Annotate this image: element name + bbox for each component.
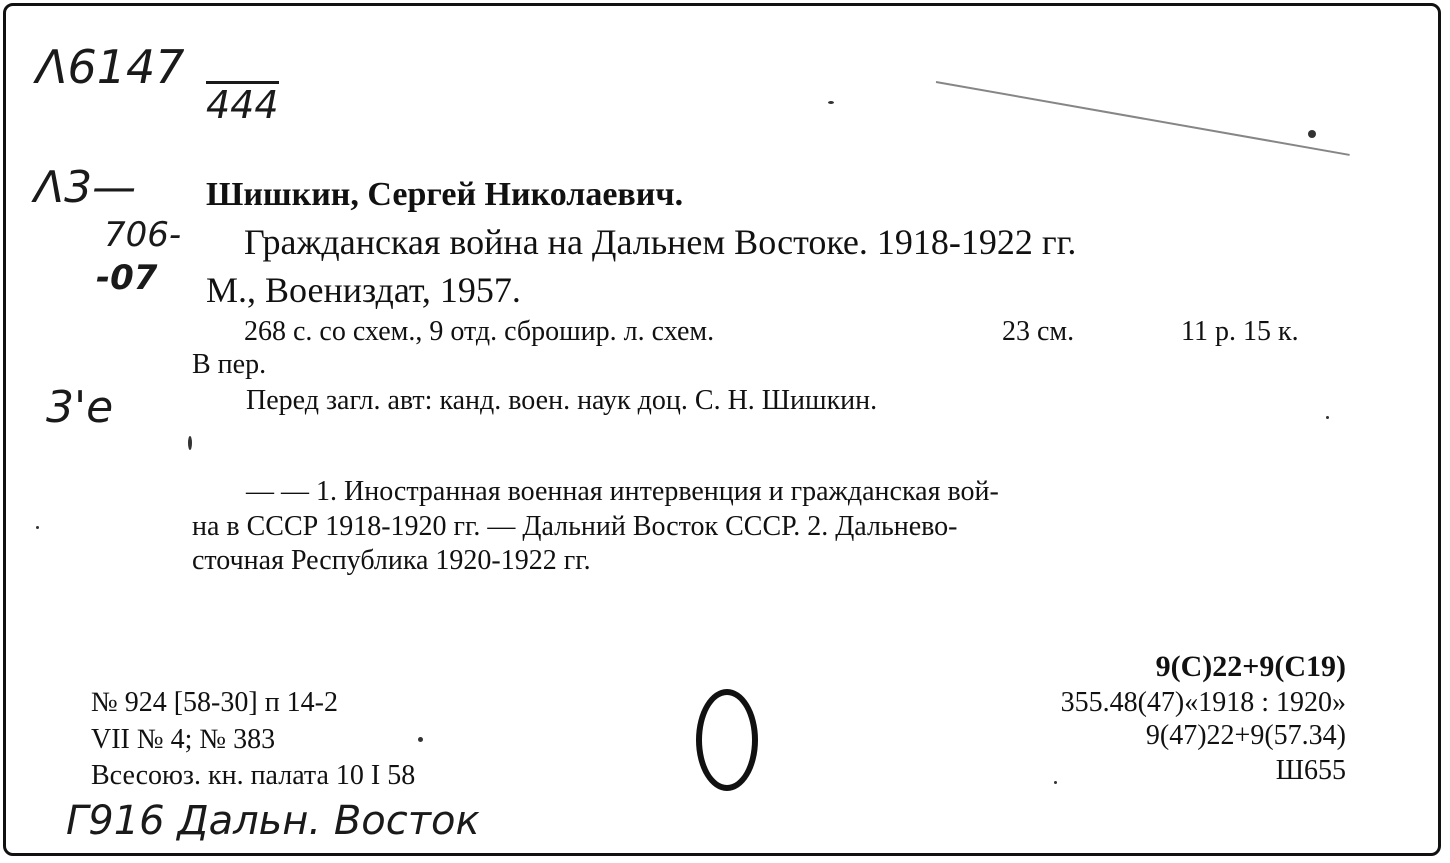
ink-speck — [188, 436, 192, 450]
handwritten-shelf-mark-sub: 444 — [206, 83, 279, 127]
footer-series: VII № 4; № 383 — [91, 724, 276, 755]
footer-chamber: Всесоюз. кн. палата 10 I 58 — [91, 760, 416, 791]
author-note: Перед загл. авт: канд. воен. наук доц. С. Н. Шишкин. — [246, 385, 878, 416]
subjects-line-3: сточная Республика 1920-1922 гг. — [192, 545, 591, 576]
binding: В пер. — [192, 349, 267, 380]
subjects-line-2: на в СССР 1918-1920 гг. — Дальний Восток СССР. 2. Дальнево- — [192, 511, 958, 542]
author-mark: Ш655 — [1275, 755, 1346, 786]
ink-speck — [36, 526, 39, 529]
ink-speck — [1326, 416, 1329, 419]
catalog-card — [3, 3, 1441, 856]
classification-code-1: 9(С)22+9(С19) — [1155, 650, 1346, 683]
book-title: Гражданская война на Дальнем Востоке. 1918-1922 гг. — [244, 222, 1077, 262]
ink-speck — [418, 737, 423, 742]
price: 11 р. 15 к. — [1181, 316, 1299, 347]
imprint: М., Воениздат, 1957. — [206, 270, 521, 310]
handwritten-code-2: 706- — [104, 215, 182, 255]
ink-speck — [1308, 130, 1316, 138]
classification-code-2: 355.48(47)«1918 : 1920» — [1060, 687, 1346, 718]
physical-description: 268 с. со схем., 9 отд. сброшир. л. схем. — [244, 316, 715, 347]
handwritten-bottom-note: Г916 Дальн. Восток — [66, 798, 480, 844]
subjects-line-1: — — 1. Иностранная военная интервенция и гражданская вой- — [246, 476, 999, 507]
size: 23 см. — [1002, 316, 1075, 347]
stamp-mark — [696, 689, 758, 791]
handwritten-section-mark: 3'e — [46, 382, 114, 433]
handwritten-shelf-mark: Λ6147 — [36, 40, 185, 94]
author-heading: Шишкин, Сергей Николаевич. — [206, 176, 684, 213]
footer-registration: № 924 [58-30] п 14-2 — [91, 687, 338, 718]
ink-speck — [828, 101, 834, 104]
ink-dash — [936, 81, 1350, 156]
ink-speck — [1054, 781, 1057, 784]
handwritten-code-3: -07 — [96, 258, 158, 298]
handwritten-code-1: Λ3— — [34, 162, 137, 213]
classification-code-3: 9(47)22+9(57.34) — [1145, 720, 1346, 751]
